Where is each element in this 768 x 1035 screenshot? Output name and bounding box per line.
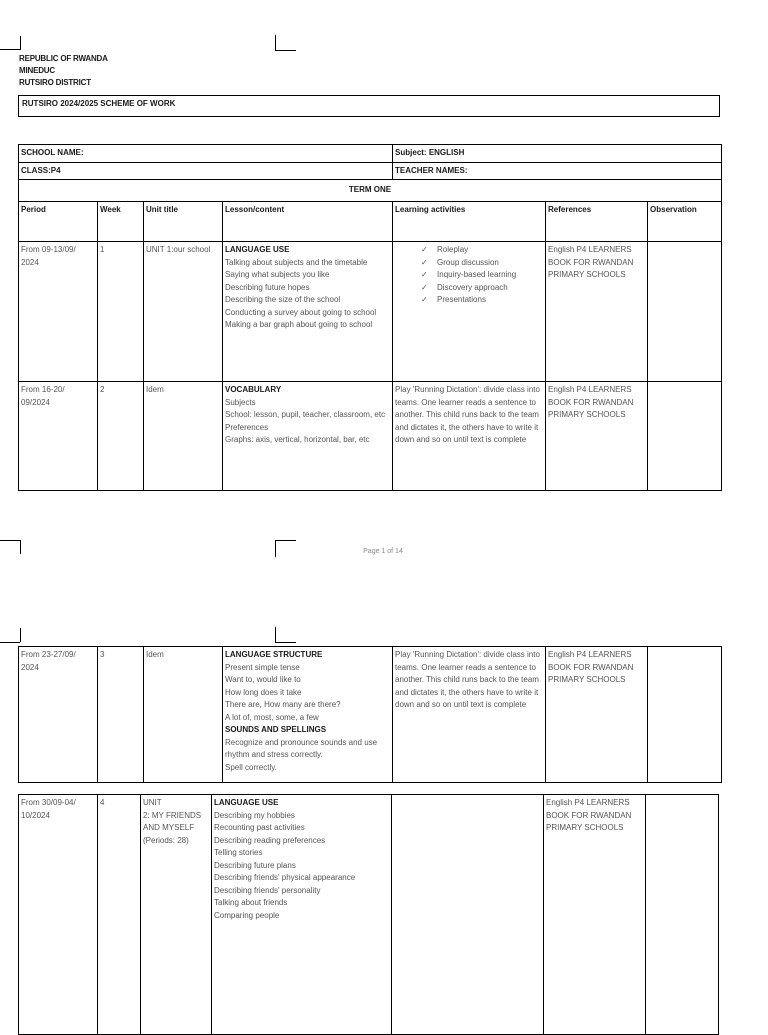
lesson-line: Describing my hobbies: [214, 810, 295, 820]
lesson-line: Saying what subjects you like: [225, 270, 330, 279]
lesson-title: LANGUAGE STRUCTURE: [225, 650, 323, 659]
lesson-line: Graphs: axis, vertical, horizontal, bar, etc: [225, 435, 370, 444]
teacher-names-cell: TEACHER NAMES:: [393, 162, 722, 180]
table-row: [19, 242, 722, 382]
lesson-line: Recounting past activities: [214, 823, 305, 832]
activities-cell: Play 'Running Dictation': divide class into teams. One learner reads a sentence to another. This child runs back to the team and dictates it, the others have to write it down and so on until text is complete: [393, 382, 546, 491]
activity-item: ✓ Inquiry-based learning: [421, 269, 543, 282]
week-cell: 4: [98, 795, 141, 1035]
lesson-line: Describing friends' personality: [214, 885, 321, 895]
table-row: [19, 647, 722, 783]
crop-mark: [275, 540, 296, 557]
checkmark-icon: ✓: [421, 295, 428, 304]
period-cell: From 23-27/09/ 2024: [19, 647, 98, 783]
document-header: [19, 53, 108, 89]
column-header: Learning activities: [393, 202, 546, 242]
crop-mark: [0, 642, 20, 643]
lesson-cell: [223, 647, 393, 783]
crop-mark: [0, 540, 20, 541]
lesson-line: Preferences: [225, 422, 269, 432]
scheme-table: [18, 144, 722, 491]
scheme-title: RUTSIRO 2024/2025 SCHEME OF WORK: [18, 95, 720, 117]
crop-mark: [20, 540, 21, 554]
crop-mark: [275, 35, 296, 51]
observation-cell: [648, 647, 722, 783]
lesson-title: VOCABULARY: [225, 385, 282, 394]
crop-mark: [20, 628, 21, 642]
lesson-title: SOUNDS AND SPELLINGS: [225, 725, 327, 734]
checkmark-icon: ✓: [421, 245, 428, 254]
lesson-title: LANGUAGE USE: [225, 245, 290, 254]
unit-cell: Idem: [144, 647, 223, 783]
scheme-table-continued: [18, 646, 722, 783]
activity-item: ✓ Discovery approach: [421, 282, 543, 295]
references-cell: English P4 LEARNERS BOOK FOR RWANDAN PRIMARY SCHOOLS: [544, 795, 646, 1035]
lesson-cell: [223, 242, 393, 382]
header-ministry: MINEDUC: [19, 66, 55, 75]
lesson-line: Spell correctly.: [225, 762, 277, 772]
period-cell: From 16-20/ 09/2024: [19, 382, 98, 491]
lesson-line: Talking about friends: [214, 898, 288, 907]
week-cell: 3: [98, 647, 144, 783]
lesson-line: Talking about subjects and the timetable: [225, 257, 368, 267]
activity-item: ✓ Group discussion: [421, 257, 543, 270]
lesson-line: Describing the size of the school: [225, 295, 341, 304]
term-cell: TERM ONE: [19, 180, 722, 202]
table-row: [19, 382, 722, 491]
school-name-cell: SCHOOL NAME:: [19, 145, 393, 163]
period-cell: From 09-13/09/ 2024: [19, 242, 98, 382]
references-cell: English P4 LEARNERS BOOK FOR RWANDAN PRIMARY SCHOOLS: [546, 382, 648, 491]
table-row: [19, 795, 719, 1035]
lesson-line: Describing future hopes: [225, 282, 310, 292]
period-cell: From 30/09-04/ 10/2024: [19, 795, 98, 1035]
lesson-line: There are, How many are there?: [225, 700, 341, 709]
observation-cell: [648, 242, 722, 382]
class-cell: CLASS:P4: [19, 162, 393, 180]
unit-cell: UNIT 1:our school: [144, 242, 223, 382]
column-header: Observation: [648, 202, 722, 242]
references-cell: English P4 LEARNERS BOOK FOR RWANDAN PRIMARY SCHOOLS: [546, 647, 648, 783]
unit-cell: [141, 795, 212, 1035]
observation-cell: [646, 795, 719, 1035]
lesson-title: LANGUAGE USE: [214, 798, 279, 807]
lesson-line: How long does it take: [225, 687, 302, 697]
checkmark-icon: ✓: [421, 257, 428, 267]
lesson-line: Conducting a survey about going to school: [225, 307, 377, 317]
column-header: Week: [98, 202, 144, 242]
unit-cell: Idem: [144, 382, 223, 491]
lesson-line: A lot of, most, some, a few: [225, 712, 319, 722]
lesson-line: Subjects: [225, 397, 256, 407]
header-country: REPUBLIC OF RWANDA: [19, 54, 108, 63]
header-district: RUTSIRO DISTRICT: [19, 78, 91, 87]
lesson-line: Describing future plans: [214, 860, 296, 870]
lesson-cell: [223, 382, 393, 491]
activities-cell: [393, 242, 546, 382]
column-header: Period: [19, 202, 98, 242]
activity-item: ✓ Presentations: [421, 294, 543, 307]
lesson-line: Comparing people: [214, 910, 280, 920]
column-header: References: [546, 202, 648, 242]
week-cell: 1: [98, 242, 144, 382]
lesson-line: Making a bar graph about going to school: [225, 320, 373, 329]
observation-cell: [648, 382, 722, 491]
crop-mark: [0, 49, 20, 50]
column-header: Lesson/content: [223, 202, 393, 242]
subject-cell: Subject: ENGLISH: [393, 145, 722, 163]
crop-mark: [275, 627, 296, 643]
lesson-line: Describing reading preferences: [214, 835, 326, 845]
activities-cell: [392, 795, 544, 1035]
references-cell: English P4 LEARNERS BOOK FOR RWANDAN PRIMARY SCHOOLS: [546, 242, 648, 382]
lesson-line: Present simple tense: [225, 662, 300, 672]
lesson-line: Telling stories: [214, 848, 263, 857]
checkmark-icon: ✓: [421, 282, 428, 292]
activity-item: ✓ Roleplay: [421, 244, 543, 257]
unit-line: UNIT: [143, 798, 162, 807]
page-number: Page 1 of 14: [363, 548, 403, 555]
activities-cell: Play 'Running Dictation': divide class into teams. One learner reads a sentence to another. This child runs back to the team and dictates it, the others have to write it down and so on until text is complete: [393, 647, 546, 783]
lesson-line: School: lesson, pupil, teacher, classroom, etc: [225, 410, 386, 419]
crop-mark: [20, 36, 21, 50]
scheme-table-week4: [18, 794, 719, 1035]
column-header: Unit title: [144, 202, 223, 242]
lesson-cell: [212, 795, 392, 1035]
lesson-line: Describing friends' physical appearance: [214, 873, 356, 882]
lesson-line: Want to, would like to: [225, 675, 301, 684]
unit-line: 2: MY FRIENDS AND MYSELF (Periods: 28): [143, 810, 202, 845]
checkmark-icon: ✓: [421, 270, 428, 279]
week-cell: 2: [98, 382, 144, 491]
lesson-line: Recognize and pronounce sounds and use rhythm and stress correctly.: [225, 737, 378, 759]
